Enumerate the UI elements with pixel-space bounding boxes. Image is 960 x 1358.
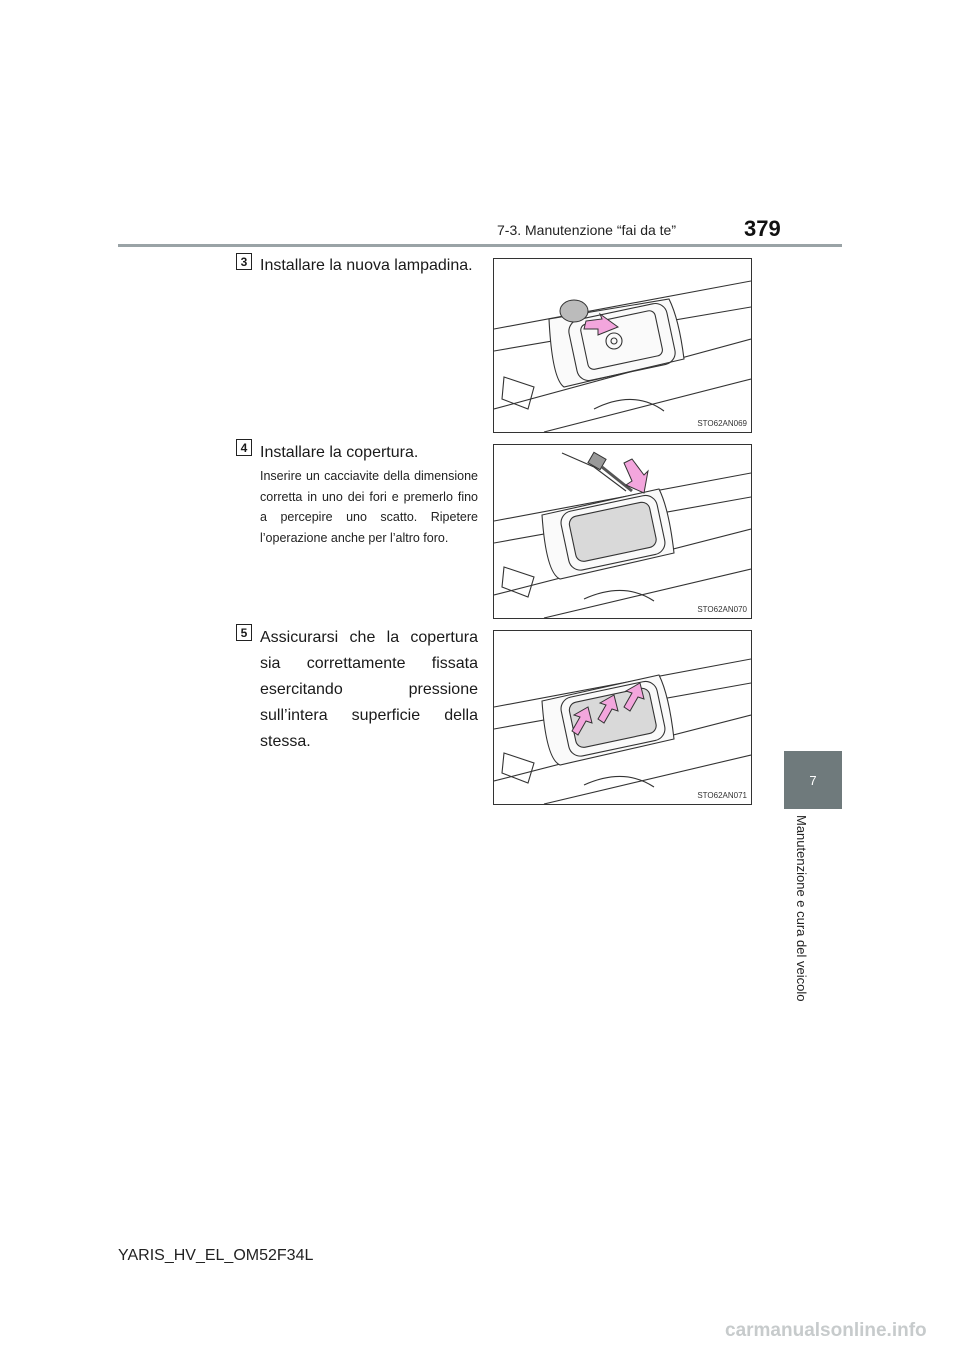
- chapter-tab: 7: [784, 751, 842, 809]
- header-divider: [118, 244, 842, 247]
- document-code: YARIS_HV_EL_OM52F34L: [118, 1247, 314, 1264]
- section-title: 7-3. Manutenzione “fai da te”: [497, 222, 676, 238]
- illustration-press-cover: [494, 631, 751, 804]
- step-5-title: Assicurarsi che la copertura sia correttamente fissata esercitando pressione sull’intera superficie della stessa.: [260, 629, 478, 750]
- step-3-title: Installare la nuova lampadina.: [260, 257, 473, 274]
- figure-code: STO62AN069: [697, 419, 747, 428]
- illustration-cover: [494, 445, 751, 618]
- page-number: 379: [744, 216, 781, 241]
- illustration-bulb: [494, 259, 751, 432]
- figure-install-cover: [493, 444, 752, 619]
- watermark: carmanualsonline.info: [725, 1320, 927, 1341]
- step-number-5: 5: [236, 624, 252, 641]
- figure-press-cover: [493, 630, 752, 805]
- figure-code: STO62AN070: [697, 605, 747, 614]
- step-4-title: Installare la copertura.: [260, 444, 419, 461]
- step-number-4: 4: [236, 439, 252, 456]
- chapter-title: Manutenzione e cura del veicolo: [794, 815, 809, 1002]
- figure-code: STO62AN071: [697, 791, 747, 800]
- step-number-3: 3: [236, 253, 252, 270]
- figure-install-bulb: [493, 258, 752, 433]
- step-4-detail: Inserire un cacciavite della dimensione corretta in uno dei fori e premerlo fino a percepire uno scatto. Ripetere l’operazione anche per l’altro foro.: [260, 469, 478, 545]
